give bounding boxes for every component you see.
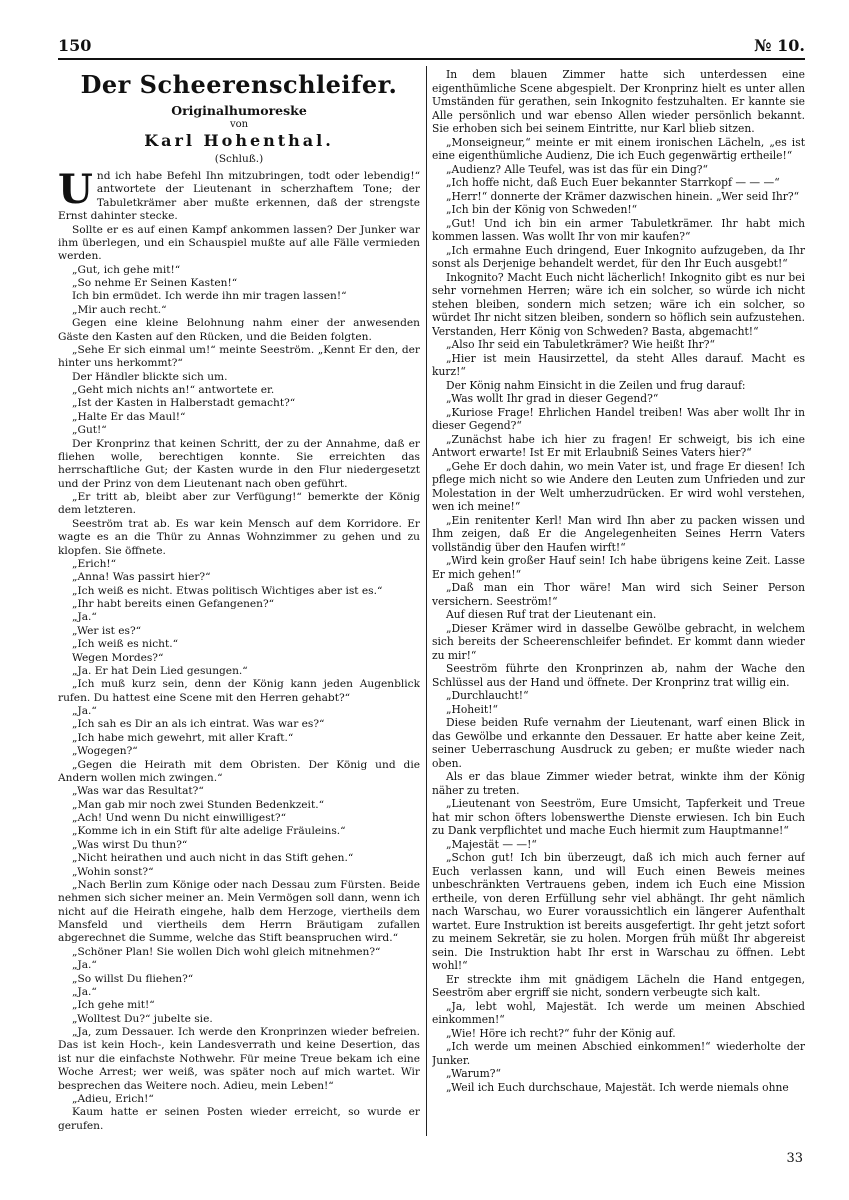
paragraph: „Ein renitenter Kerl! Man wird Ihn aber zu packen wissen und Ihm zeigen, daß Er die Angelegenheiten Seines Herrn Vaters vollständig über den Haufen wirft!“ (432, 513, 805, 554)
paragraph: „Durchlaucht!“ (446, 689, 529, 702)
left-column (58, 68, 420, 1140)
paragraph: „Audienz? Alle Teufel, was ist das für ein Ding?“ (446, 162, 709, 176)
paragraph: „Ja, zum Dessauer. Ich werde den Kronprinzen wieder befreien. Das ist kein Hoch-, kein Landesverrath und keine Desertion, das ist nur die einfachste Nothwehr. Für meine Treue bekam ich eine Woche Arrest; wer weiß, was später noch auf mich wartet. Wir besprechen das Weitere noch. Adieu, mein Leben!“ (58, 1026, 420, 1092)
paragraph: „Wie! Höre ich recht?“ fuhr der König auf. (446, 1026, 676, 1040)
paragraph: „Ich weiß es nicht. Etwas politisch Wichtiges aber ist es.“ (72, 584, 383, 597)
running-header (58, 36, 805, 60)
paragraph: „Gegen die Heirath mit dem Obristen. Der König und die Andern wollen mich zwingen.“ (58, 758, 420, 784)
article-title: Der Scheerenschleifer. (80, 70, 398, 99)
paragraph: „Ja.“ (72, 611, 97, 624)
paragraph: „Man gab mir noch zwei Stunden Bedenkzeit.“ (72, 798, 324, 811)
paragraph: „Wer ist es?“ (72, 624, 142, 637)
paragraph: Als er das blaue Zimmer wieder betrat, winkte ihm der König näher zu treten. (432, 770, 805, 797)
paragraph: „Ihr habt bereits einen Gefangenen?“ (72, 598, 275, 610)
paragraph: „Ich weiß es nicht.“ (72, 638, 179, 651)
issue-number: № 10. (754, 36, 805, 55)
paragraph: Der Kronprinz that keinen Schritt, der zu der Annahme, daß er fliehen wolle, berechtigen konnte. Sie erreichten das herrschaftliche Gut; der Kasten wurde in den Flur niedergesetzt und der Prinz von dem Lieutenant nach oben geführt. (58, 437, 420, 490)
paragraph: Gegen eine kleine Belohnung nahm einer der anwesenden Gäste den Kasten auf den Rücken, und die Beiden folgten. (58, 317, 420, 343)
paragraph: Inkognito? Macht Euch nicht lächerlich! Inkognito gibt es nur bei sehr vornehmen Herren; wäre ich ein solcher, so würde ich nicht stehen bleiben, sondern mich setzen; wäre ich ein solcher, so würdet Ihr nicht sitzen bleiben, sondern so höflich sein aufzustehen. Verstanden, Herr König von Schweden? Basta, abgemacht!“ (432, 270, 805, 338)
paragraph: „Wird kein großer Hauf sein! Ich habe übrigens keine Zeit. Lasse Er mich gehen!“ (432, 554, 805, 581)
left-text (58, 166, 420, 1133)
paragraph: „Dieser Krämer wird in dasselbe Gewölbe gebracht, in welchem sich bereits der Scheerenschleifer befindet. Er kommt dann wieder zu mir!“ (432, 621, 805, 662)
paragraph: „Anna! Was passirt hier?“ (72, 571, 211, 584)
paragraph: „Nach Berlin zum Könige oder nach Dessau zum Fürsten. Beide nehmen sich sicher meiner an. Mein Vermögen soll dann, wenn ich nicht auf die Heirath eingehe, halb dem Herzoge, viertheils dem Mansfeld und viertheils dem Herrn Bräutigam zufallen abgerechnet die Summe, welche das Stift beanspruchen wird.“ (58, 878, 420, 945)
page-number: 150 (58, 36, 92, 55)
paragraph: „Ich ermahne Euch dringend, Euer Inkognito aufzugeben, da Ihr sonst als Derjenige behandelt werdet, für den Ihr Euch ausgebt!“ (432, 243, 805, 270)
von-label: von (229, 119, 249, 130)
paragraph: „Ich hoffe nicht, daß Euch Euer bekannter Starrkopf — — —“ (446, 176, 780, 189)
paragraph: „Gut! Und ich bin ein armer Tabuletkrämer. Ihr habt mich kommen lassen. Was wollt Ihr von mir kaufen?“ (432, 216, 805, 243)
paragraph: „Ach! Und wenn Du nicht einwilligest?“ (72, 812, 286, 824)
paragraph: „Monseigneur,“ meinte er mit einem ironischen Lächeln, „es ist eine eigenthümliche Audienz, Die ich Euch gegenwärtig ertheile!“ (432, 135, 805, 162)
paragraph: „Wohin sonst?“ (72, 865, 154, 878)
paragraph: „Er tritt ab, bleibt aber zur Verfügung!“ bemerkte der König dem letzteren. (58, 491, 420, 517)
paragraph: Seeström führte den Kronprinzen ab, nahm der Wache den Schlüssel aus der Hand und öffnete. Der Kronprinz trat willig ein. (432, 662, 805, 689)
paragraph: „Gehe Er doch dahin, wo mein Vater ist, und frage Er diesen! Ich pflege mich nicht so wie Andere den Leuten zum Unfrieden und zur Molestation in der Welt umherzudrücken. Er wird wohl verstehen, wen ich meine!“ (432, 459, 805, 513)
paragraph (58, 166, 420, 224)
paragraph: „Wolltest Du?“ jubelte sie. (72, 1012, 213, 1025)
paragraph: „Mir auch recht.“ (72, 303, 167, 316)
paragraph: „Ich werde um meinen Abschied einkommen!“ wiederholte der Junker. (432, 1040, 805, 1067)
paragraph: Der Händler blickte sich um. (72, 370, 228, 383)
paragraph: „Was wirst Du thun?“ (72, 838, 188, 851)
paragraph: „Weil ich Euch durchschaue, Majestät. Ich werde niemals ohne (446, 1080, 789, 1094)
paragraph: „Komme ich in ein Stift für alte adelige Fräuleins.“ (72, 825, 346, 838)
paragraph: „Also Ihr seid ein Tabuletkrämer? Wie heißt Ihr?“ (446, 338, 715, 351)
paragraph: „Ich bin der König von Schweden!“ (446, 203, 638, 216)
paragraph: „So nehme Er Seinen Kasten!“ (72, 277, 238, 289)
paragraph: „Adieu, Erich!“ (72, 1092, 154, 1105)
paragraph: „Nicht heirathen und auch nicht in das Stift gehen.“ (72, 852, 354, 865)
paragraph: „Hier ist mein Hausirzettel, da steht Alles darauf. Macht es kurz!“ (432, 351, 805, 378)
paragraph: „Ja.“ (72, 959, 97, 972)
paragraph: Der König nahm Einsicht in die Zeilen und frug darauf: (446, 378, 746, 392)
paragraph: Wegen Mordes?“ (72, 651, 164, 664)
paragraph: „Ja. Er hat Dein Lied gesungen.“ (72, 664, 248, 677)
paragraph: „Daß man ein Thor wäre! Man wird sich Seiner Person versichern. Seeström!“ (432, 581, 805, 608)
paragraph: Diese beiden Rufe vernahm der Lieutenant, warf einen Blick in das Gewölbe und erkannte den Dessauer. Er hatte aber keine Zeit, seiner Ueberraschung Ausdruck zu geben; er mußte wieder nach oben. (432, 716, 805, 770)
paragraph: „Hoheit!“ (446, 702, 498, 716)
paragraph: „Ich muß kurz sein, denn der König kann jeden Augenblick rufen. Du hattest eine Scene mit den Herren gehabt?“ (58, 678, 420, 704)
paragraph: Er streckte ihm mit gnädigem Lächeln die Hand entgegen, Seeström aber ergriff sie nicht, sondern verbeugte sich kalt. (432, 972, 805, 999)
paragraph: „Gut!“ (72, 424, 107, 437)
paragraph: Ich bin ermüdet. Ich werde ihn mir tragen lassen!“ (72, 290, 347, 303)
paragraph: „Ja, lebt wohl, Majestät. Ich werde um meinen Abschied einkommen!“ (432, 999, 805, 1026)
paragraph: „Ich gehe mit!“ (72, 999, 155, 1012)
paragraph: „Sehe Er sich einmal um!“ meinte Seeström. „Kennt Er den, der hinter uns herkommt?“ (58, 343, 420, 370)
paragraph: „Halte Er das Maul!“ (72, 410, 186, 423)
column-rule (426, 66, 427, 1136)
author-name: Karl Hohenthal. (144, 131, 334, 150)
paragraph: „Ich habe mich gewehrt, mit aller Kraft.“ (72, 731, 294, 744)
right-text (432, 68, 805, 1094)
article-subtitle: Originalhumoreske (171, 103, 307, 118)
paragraph: „Erich!“ (72, 557, 117, 570)
paragraph: „Herr!“ donnerte der Krämer dazwischen hinein. „Wer seid Ihr?“ (446, 189, 800, 203)
paragraph: „Ja.“ (72, 985, 97, 998)
paragraph: „Warum?“ (446, 1067, 501, 1080)
paragraph: „Schöner Plan! Sie wollen Dich wohl gleich mitnehmen?“ (72, 945, 381, 958)
right-column (432, 68, 805, 1140)
paragraph: „So willst Du fliehen?“ (72, 972, 194, 985)
paragraph: Auf diesen Ruf trat der Lieutenant ein. (446, 608, 657, 621)
paragraph: „Was wollt Ihr grad in dieser Gegend?“ (446, 392, 659, 405)
paragraph: „Kuriose Frage! Ehrlichen Handel treiben! Was aber wollt Ihr in dieser Gegend?“ (432, 405, 805, 432)
paragraph: „Wogegen?“ (72, 745, 138, 758)
drop-cap: U (58, 166, 93, 213)
paragraph: „Gut, ich gehe mit!“ (72, 263, 181, 276)
paragraph: „Lieutenant von Seeström, Eure Umsicht, Tapferkeit und Treue hat mir schon öfters lobenswerthe Dienste erwiesen. Ich bin Euch zu Dank verpflichtet und mache Euch hiermit zum Hauptmanne!“ (432, 797, 805, 837)
schluss-note: (Schluß.) (214, 153, 264, 165)
paragraph: In dem blauen Zimmer hatte sich unterdessen eine eigenthümliche Scene abgespielt. Der Kronprinz hielt es unter allen Umständen für gerathen, sein Inkognito festzuhalten. Er kannte sie Alle persönlich und war ebenso Allen wieder persönlich bekannt. Sie erhoben sich bei seinem Eintritte, nur Karl blieb sitzen. (432, 68, 805, 135)
paragraph: Kaum hatte er seinen Posten wieder erreicht, so wurde er gerufen. (58, 1106, 420, 1132)
paragraph: Sollte er es auf einen Kampf ankommen lassen? Der Junker war ihm überlegen, und ein Schauspiel mußte auf alle Fälle vermieden werden. (58, 223, 420, 263)
paragraph: „Geht mich nichts an!“ antwortete er. (72, 384, 275, 396)
paragraph: „Was war das Resultat?“ (72, 785, 204, 798)
paragraph: „Ich sah es Dir an als ich eintrat. Was war es?“ (72, 718, 325, 731)
paragraph: „Ist der Kasten in Halberstadt gemacht?“ (72, 397, 296, 410)
paragraph-text: nd ich habe Befehl Ihn mitzubringen, todt oder lebendig!“ antwortete der Lieutenant in scherzhaftem Tone; der Tabuletkrämer aber mußte erkennen, daß der strengste Ernst dahinter stecke. (58, 170, 420, 223)
paragraph: „Zunächst habe ich hier zu fragen! Er schweigt, bis ich eine Antwort erwarte! Ist Er mit Erlaubniß Seines Vaters hier?“ (432, 432, 805, 459)
paragraph: Seeström trat ab. Es war kein Mensch auf dem Korridore. Er wagte es an die Thür zu Annas Wohnzimmer zu gehen und zu klopfen. Sie öffnete. (58, 517, 420, 557)
paragraph: „Majestät — —!“ (446, 837, 537, 851)
paragraph: „Ja.“ (72, 705, 97, 717)
signature-mark: 33 (786, 1151, 803, 1166)
paragraph: „Schon gut! Ich bin überzeugt, daß ich mich auch ferner auf Euch verlassen kann, und will Euch einen Beweis meines unbeschränkten Vertrauens geben, indem ich Euch eine Mission ertheile, von deren Erfüllung sehr viel abhängt. Ihr geht nämlich nach Warschau, wo Eurer voraussichtlich ein längerer Aufenthalt wartet. Eure Instruktion ist bereits ausgefertigt. Ihr geht jetzt sofort zu meinem Sekretär, sie zu holen. Morgen früh müßt Ihr abgereist sein. Die Instruktion habt Ihr erst in Warschau zu öffnen. Lebt wohl!“ (432, 851, 805, 972)
